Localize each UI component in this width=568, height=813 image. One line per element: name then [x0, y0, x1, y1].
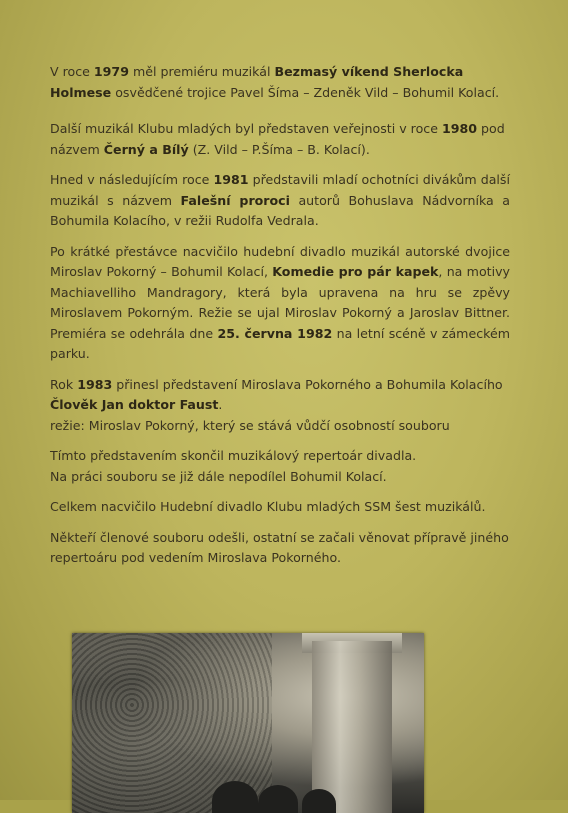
paragraph-1979: [50, 62, 510, 103]
text-run: Někteří členové souboru odešli, ostatní se začali věnovat přípravě jiného repertoáru pod vedením Miroslava Pokorného.: [50, 529, 509, 565]
bold-text: Falešní proroci: [180, 192, 290, 208]
text-run: .: [218, 397, 223, 412]
bold-text: Černý a Bílý: [103, 141, 189, 157]
bold-text: 1980: [441, 121, 478, 136]
bold-text: 1979: [93, 64, 129, 79]
text-run: osvědčené trojice Pavel Šíma – Zdeněk Vild – Bohumil Kolací.: [111, 84, 500, 100]
paragraph-1980: [50, 119, 510, 160]
text-run: Tímto představením skončil muzikálový repertoár divadla.: [50, 448, 417, 463]
paragraph-total: [50, 497, 510, 518]
photo-figure: [302, 789, 336, 813]
photo-column: [312, 641, 392, 813]
paragraph-1983: [50, 375, 510, 437]
text-run: Hned v následujícím roce: [50, 172, 214, 187]
paragraph-1981: [50, 170, 510, 232]
text-run: měl premiéru muzikál: [128, 64, 275, 79]
text-run: pod názvem: [50, 121, 505, 157]
text-run: autorů Bohuslava Nádvorníka a Bohumila Kolacího, v režii Rudolfa Vedrala.: [50, 192, 510, 228]
text-run: Po krátké přestávce nacvičilo hudební divadlo muzikál autorské dvojice Miroslav Pokorný – Bohumil Kolací,: [50, 243, 510, 279]
bold-text: Bezmasý víkend Sherlocka Holmese: [50, 64, 464, 100]
text-run: představili mladí ochotníci divákům další muzikál s názvem: [50, 172, 510, 208]
bold-text: 1981: [213, 172, 249, 187]
paragraph-end-repertoire: [50, 446, 510, 487]
text-run: přinesl představení Miroslava Pokorného a Bohumila Kolacího: [112, 376, 503, 392]
text-run: na letní scéně v zámeckém parku.: [50, 325, 510, 361]
text-run: Rok: [50, 376, 78, 392]
history-text: [50, 62, 510, 579]
text-run: V roce: [50, 64, 94, 79]
photo-figure: [258, 785, 298, 813]
bold-text: Komedie pro pár kapek: [272, 264, 439, 279]
paragraph-1982: [50, 242, 510, 365]
bold-text: 25. června 1982: [217, 325, 333, 341]
historic-photo: [72, 633, 424, 813]
text-run: režie: Miroslav Pokorný, který se stává vůdčí osobností souboru: [50, 417, 450, 433]
paragraph-new-direction: [50, 528, 510, 569]
text-run: (Z. Vild – P.Šíma – B. Kolací).: [188, 141, 370, 157]
bold-text: 1983: [77, 376, 113, 392]
bold-text: Člověk Jan doktor Faust: [50, 397, 219, 412]
text-run: Celkem nacvičilo Hudební divadlo Klubu mladých SSM šest muzikálů.: [50, 499, 486, 514]
text-run: Na práci souboru se již dále nepodílel Bohumil Kolací.: [50, 468, 387, 484]
photo-figure: [212, 781, 258, 813]
text-run: , na motivy Machiavelliho Mandragory, která byla upravena na hru se zpěvy Miroslavem Pokorným. Režie se ujal Miroslav Pokorný a Jaroslav Bittner. Premiéra se odehrála dne: [50, 264, 510, 341]
text-run: Další muzikál Klubu mladých byl představen veřejnosti v roce: [50, 121, 442, 136]
